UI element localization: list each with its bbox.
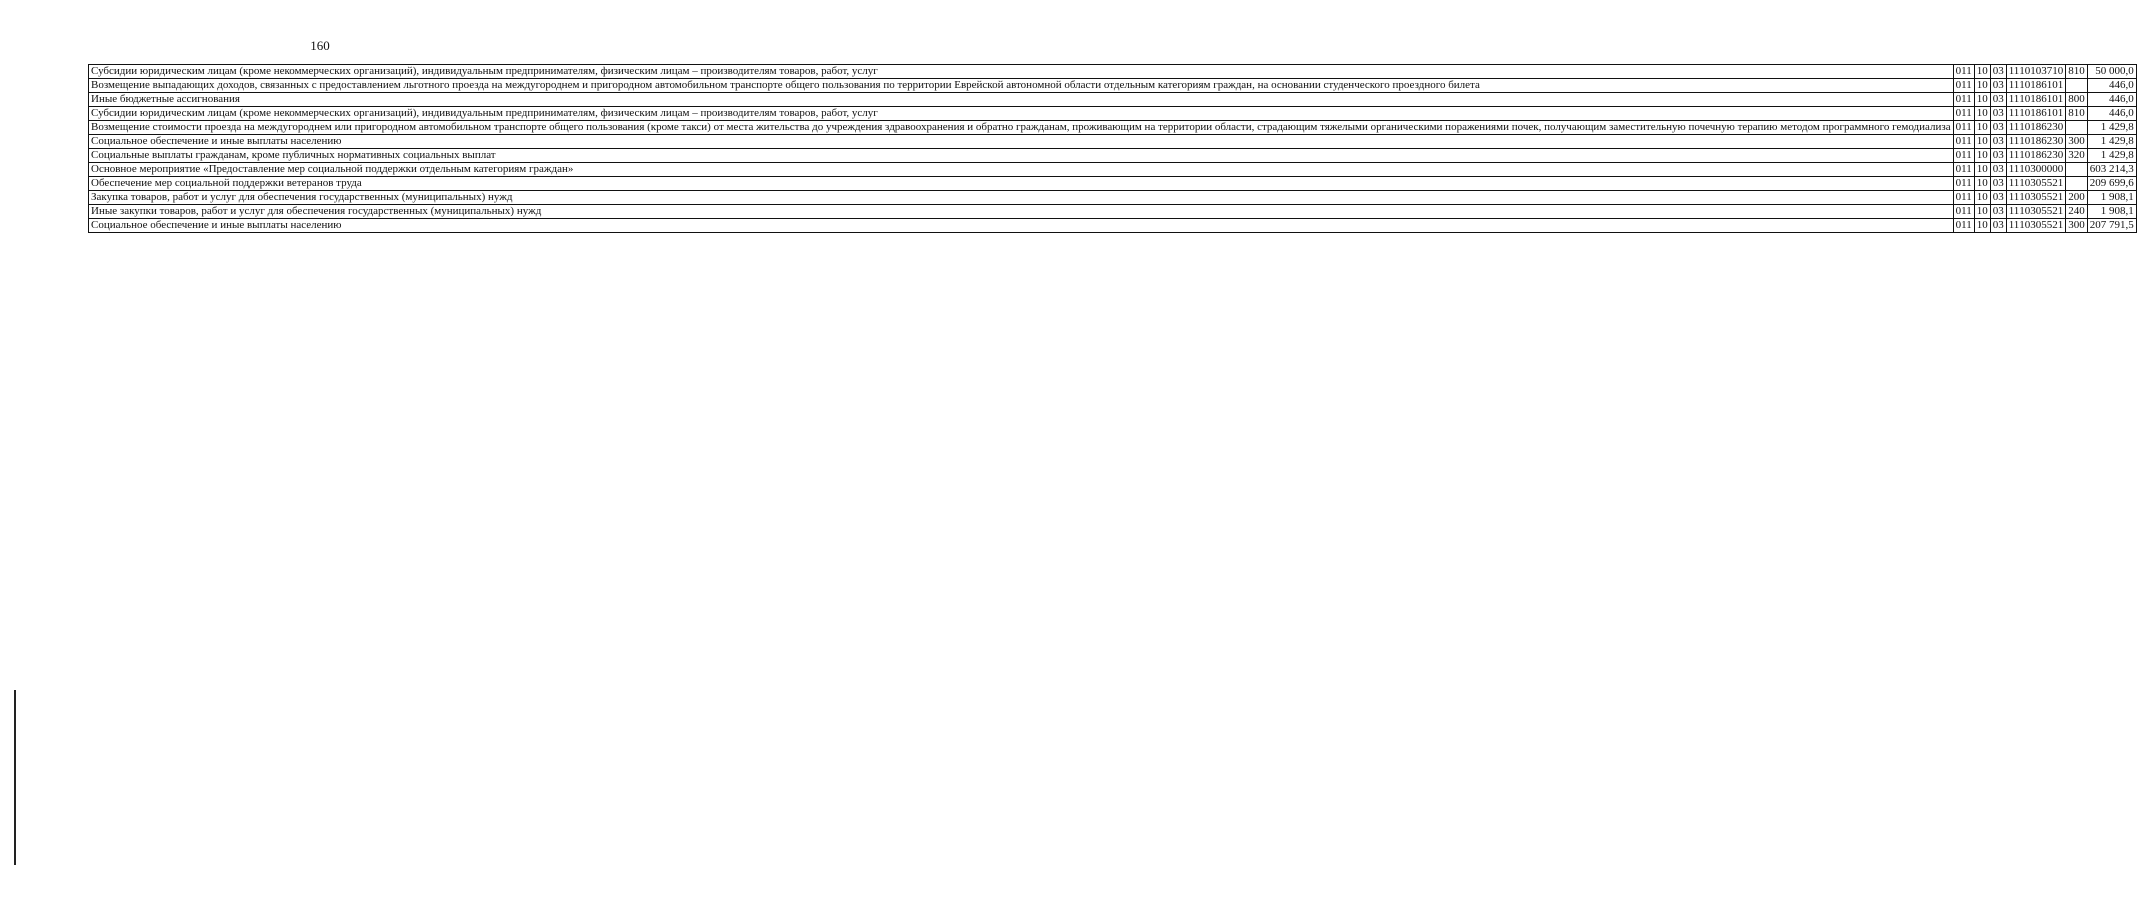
target-article-code: [2006, 135, 2066, 149]
target-article-part: 86101: [2035, 93, 2064, 105]
target-article-parts: [2009, 121, 2064, 134]
target-article-part: 1: [2019, 149, 2025, 161]
target-article-code: [2006, 65, 2066, 79]
target-article-part: 86230: [2035, 121, 2064, 133]
target-article-part: 01: [2024, 149, 2036, 161]
target-article-part: 11: [2008, 191, 2020, 203]
target-article-part: 11: [2008, 121, 2020, 133]
target-article-part: 01: [2024, 135, 2036, 147]
row-sum: 50 000,0: [2087, 65, 2136, 79]
target-article-part: 1: [2019, 205, 2025, 217]
expense-type-code: [2066, 177, 2088, 191]
expense-type-code: 800: [2066, 93, 2088, 107]
row-name: Закупка товаров, работ и услуг для обеспечения государственных (муниципальных) нужд: [89, 191, 1954, 205]
subsection-code: 03: [1990, 163, 2006, 177]
section-code: 10: [1974, 135, 1990, 149]
expense-type-code: 810: [2066, 65, 2088, 79]
target-article-part: 1: [2019, 177, 2025, 189]
target-article-part: 03: [2024, 219, 2036, 231]
section-code: 10: [1974, 149, 1990, 163]
target-article-part: 11: [2008, 93, 2020, 105]
row-sum: 1 908,1: [2087, 191, 2136, 205]
table-row: [89, 219, 2137, 233]
expense-type-code: 200: [2066, 191, 2088, 205]
target-article-part: 01: [2024, 121, 2036, 133]
row-name: Социальные выплаты гражданам, кроме публичных нормативных социальных выплат: [89, 149, 1954, 163]
subsection-code: 03: [1990, 65, 2006, 79]
target-article-parts: [2009, 93, 2064, 106]
row-name: Иные закупки товаров, работ и услуг для обеспечения государственных (муниципальных) нужд: [89, 205, 1954, 219]
target-article-parts: [2009, 191, 2064, 204]
target-article-parts: [2009, 149, 2064, 162]
target-article-code: [2006, 121, 2066, 135]
target-article-code: [2006, 163, 2066, 177]
expense-type-code: 240: [2066, 205, 2088, 219]
target-article-part: 01: [2024, 65, 2036, 77]
expense-type-code: 300: [2066, 219, 2088, 233]
subsection-code: 03: [1990, 177, 2006, 191]
table-row: [89, 65, 2137, 79]
row-name: Основное мероприятие «Предоставление мер социальной поддержки отдельным категориям граждан»: [89, 163, 1954, 177]
row-sum: 1 908,1: [2087, 205, 2136, 219]
row-sum: 446,0: [2087, 107, 2136, 121]
table-row: [89, 177, 2137, 191]
row-name: Субсидии юридическим лицам (кроме некоммерческих организаций), индивидуальным предпринимателям, физическим лицам – производителям товаров, работ, услуг: [89, 65, 1954, 79]
target-article-parts: [2009, 163, 2064, 176]
row-name: Социальное обеспечение и иные выплаты населению: [89, 219, 1954, 233]
subsection-code: 03: [1990, 219, 2006, 233]
table-row: [89, 135, 2137, 149]
target-article-code: [2006, 149, 2066, 163]
table-row: [89, 93, 2137, 107]
target-article-part: 05521: [2035, 219, 2064, 231]
target-article-part: 03: [2024, 163, 2036, 175]
target-article-part: 86101: [2035, 79, 2064, 91]
ministry-code: 011: [1953, 163, 1974, 177]
target-article-part: 86101: [2035, 107, 2064, 119]
subsection-code: 03: [1990, 79, 2006, 93]
subsection-code: 03: [1990, 135, 2006, 149]
expense-type-code: [2066, 163, 2088, 177]
section-code: 10: [1974, 219, 1990, 233]
target-article-part: 11: [2008, 149, 2020, 161]
page-number: 160: [310, 38, 330, 53]
target-article-parts: [2009, 135, 2064, 148]
ministry-code: 011: [1953, 93, 1974, 107]
row-sum: 209 699,6: [2087, 177, 2136, 191]
table-row: [89, 149, 2137, 163]
target-article-parts: [2009, 205, 2064, 218]
target-article-part: 1: [2019, 219, 2025, 231]
section-code: 10: [1974, 177, 1990, 191]
target-article-part: 05521: [2035, 191, 2064, 203]
target-article-code: [2006, 107, 2066, 121]
table-row: [89, 163, 2137, 177]
subsection-code: 03: [1990, 107, 2006, 121]
section-code: 10: [1974, 163, 1990, 177]
subsection-code: 03: [1990, 121, 2006, 135]
target-article-part: 05521: [2035, 205, 2064, 217]
expense-type-code: 320: [2066, 149, 2088, 163]
row-sum: 1 429,8: [2087, 135, 2136, 149]
section-code: 10: [1974, 65, 1990, 79]
target-article-part: 11: [2008, 177, 2020, 189]
ministry-code: 011: [1953, 121, 1974, 135]
section-code: 10: [1974, 191, 1990, 205]
ministry-code: 011: [1953, 107, 1974, 121]
target-article-part: 03: [2024, 191, 2036, 203]
expense-type-code: 300: [2066, 135, 2088, 149]
row-sum: 603 214,3: [2087, 163, 2136, 177]
target-article-part: 1: [2019, 135, 2025, 147]
target-article-parts: [2009, 177, 2064, 190]
row-sum: 1 429,8: [2087, 121, 2136, 135]
target-article-part: 11: [2008, 107, 2020, 119]
target-article-parts: [2009, 65, 2064, 78]
ministry-code: 011: [1953, 149, 1974, 163]
table-row: [89, 191, 2137, 205]
row-sum: 446,0: [2087, 79, 2136, 93]
target-article-code: [2006, 191, 2066, 205]
target-article-part: 00000: [2035, 163, 2064, 175]
row-name: Обеспечение мер социальной поддержки ветеранов труда: [89, 177, 1954, 191]
row-sum: 446,0: [2087, 93, 2136, 107]
target-article-part: 86230: [2035, 135, 2064, 147]
expense-type-code: 810: [2066, 107, 2088, 121]
section-code: 10: [1974, 107, 1990, 121]
expense-type-code: [2066, 79, 2088, 93]
table-row: [89, 79, 2137, 93]
ministry-code: 011: [1953, 177, 1974, 191]
section-code: 10: [1974, 205, 1990, 219]
target-article-part: 03: [2024, 177, 2036, 189]
expense-type-code: [2066, 121, 2088, 135]
target-article-part: 11: [2008, 135, 2020, 147]
target-article-part: 11: [2008, 163, 2020, 175]
budget-table: [88, 64, 2137, 233]
target-article-code: [2006, 177, 2066, 191]
target-article-part: 01: [2024, 79, 2036, 91]
target-article-part: 03710: [2035, 65, 2064, 77]
target-article-part: 1: [2019, 107, 2025, 119]
target-article-part: 1: [2019, 191, 2025, 203]
target-article-part: 1: [2019, 65, 2025, 77]
target-article-code: [2006, 219, 2066, 233]
subsection-code: 03: [1990, 149, 2006, 163]
subsection-code: 03: [1990, 205, 2006, 219]
target-article-parts: [2009, 107, 2064, 120]
target-article-code: [2006, 79, 2066, 93]
target-article-part: 05521: [2035, 177, 2064, 189]
row-name: Иные бюджетные ассигнования: [89, 93, 1954, 107]
target-article-part: 11: [2008, 205, 2020, 217]
section-code: 10: [1974, 121, 1990, 135]
row-name: Возмещение выпадающих доходов, связанных с предоставлением льготного проезда на междугороднем и пригородном автомобильном транспорте общего пользования по территории Еврейской автономной области отдельным категориям граждан, на основании студенческого проездного билета: [89, 79, 1954, 93]
target-article-part: 86230: [2035, 149, 2064, 161]
ministry-code: 011: [1953, 219, 1974, 233]
table-row: [89, 107, 2137, 121]
ministry-code: 011: [1953, 205, 1974, 219]
target-article-code: [2006, 205, 2066, 219]
row-name: Субсидии юридическим лицам (кроме некоммерческих организаций), индивидуальным предпринимателям, физическим лицам – производителям товаров, работ, услуг: [89, 107, 1954, 121]
table-row: [89, 205, 2137, 219]
target-article-code: [2006, 93, 2066, 107]
ministry-code: 011: [1953, 79, 1974, 93]
row-sum: 1 429,8: [2087, 149, 2136, 163]
target-article-part: 11: [2008, 79, 2020, 91]
row-name: Возмещение стоимости проезда на междугороднем или пригородном автомобильном транспорте общего пользования (кроме такси) от места жительства до учреждения здравоохранения и обратно гражданам, проживающим на территории области, страдающим тяжелыми органическими поражениями почек, получающим заместительную почечную терапию методом программного гемодиализа: [89, 121, 1954, 135]
target-article-parts: [2009, 219, 2064, 232]
subsection-code: 03: [1990, 93, 2006, 107]
ministry-code: 011: [1953, 191, 1974, 205]
margin-line: [14, 690, 16, 865]
table-row: [89, 121, 2137, 135]
section-code: 10: [1974, 93, 1990, 107]
target-article-part: 01: [2024, 93, 2036, 105]
target-article-part: 11: [2008, 219, 2020, 231]
ministry-code: 011: [1953, 65, 1974, 79]
row-sum: 207 791,5: [2087, 219, 2136, 233]
target-article-part: 1: [2019, 121, 2025, 133]
subsection-code: 03: [1990, 191, 2006, 205]
section-code: 10: [1974, 79, 1990, 93]
target-article-parts: [2009, 79, 2064, 92]
target-article-part: 01: [2024, 107, 2036, 119]
target-article-part: 1: [2019, 163, 2025, 175]
target-article-part: 1: [2019, 93, 2025, 105]
ministry-code: 011: [1953, 135, 1974, 149]
row-name: Социальное обеспечение и иные выплаты населению: [89, 135, 1954, 149]
target-article-part: 11: [2008, 65, 2020, 77]
target-article-part: 03: [2024, 205, 2036, 217]
target-article-part: 1: [2019, 79, 2025, 91]
